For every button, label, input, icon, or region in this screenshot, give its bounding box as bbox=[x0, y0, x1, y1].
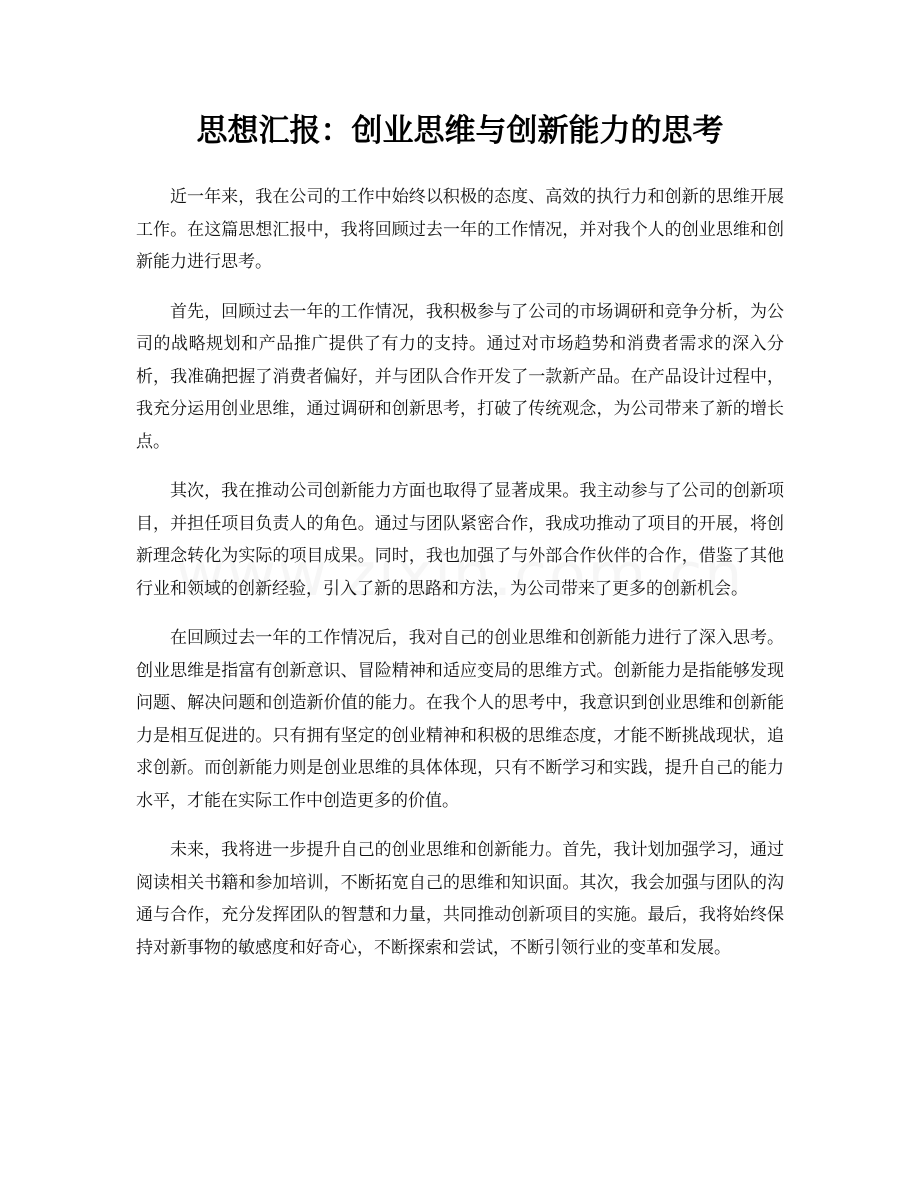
paragraph-future-plan: 未来，我将进一步提升自己的创业思维和创新能力。首先，我计划加强学习，通过阅读相关书籍和参加培训，不断拓宽自己的思维和知识面。其次，我会加强与团队的沟通与合作，充分发挥团队的智慧和力量，共同推动创新项目的实施。最后，我将始终保持对新事物的敏感度和好奇心，不断探索和尝试，不断引领行业的变革和发展。 bbox=[136, 840, 784, 958]
page-title: 思想汇报：创业思维与创新能力的思考 bbox=[196, 113, 724, 149]
paragraph-innovation-results: 其次，我在推动公司创新能力方面也取得了显著成果。我主动参与了公司的创新项目，并担任项目负责人的角色。通过与团队紧密合作，我成功推动了项目的开展，将创新理念转化为实际的项目成果。同时，我也加强了与外部合作伙伴的合作，借鉴了其他行业和领域的创新经验，引入了新的思路和方法，为公司带来了更多的创新机会。 bbox=[136, 481, 784, 599]
paragraph-intro: 近一年来，我在公司的工作中始终以积极的态度、高效的执行力和创新的思维开展工作。在这篇思想汇报中，我将回顾过去一年的工作情况，并对我个人的创业思维和创新能力进行思考。 bbox=[136, 187, 784, 272]
paragraph-reflection: 在回顾过去一年的工作情况后，我对自己的创业思维和创新能力进行了深入思考。创业思维是指富有创新意识、冒险精神和适应变局的思维方式。创新能力是指能够发现问题、解决问题和创造新价值的能力。在我个人的思考中，我意识到创业思维和创新能力是相互促进的。只有拥有坚定的创业精神和积极的思维态度，才能不断挑战现状，追求创新。而创新能力则是创业思维的具体体现，只有不断学习和实践，提升自己的能力水平，才能在实际工作中创造更多的价值。 bbox=[136, 628, 784, 811]
document-body bbox=[136, 181, 784, 981]
paragraph-work-review: 首先，回顾过去一年的工作情况，我积极参与了公司的市场调研和竞争分析，为公司的战略规划和产品推广提供了有力的支持。通过对市场趋势和消费者需求的深入分析，我准确把握了消费者偏好，并与团队合作开发了一款新产品。在产品设计过程中，我充分运用创业思维，通过调研和创新思考，打破了传统观念，为公司带来了新的增长点。 bbox=[136, 301, 784, 452]
